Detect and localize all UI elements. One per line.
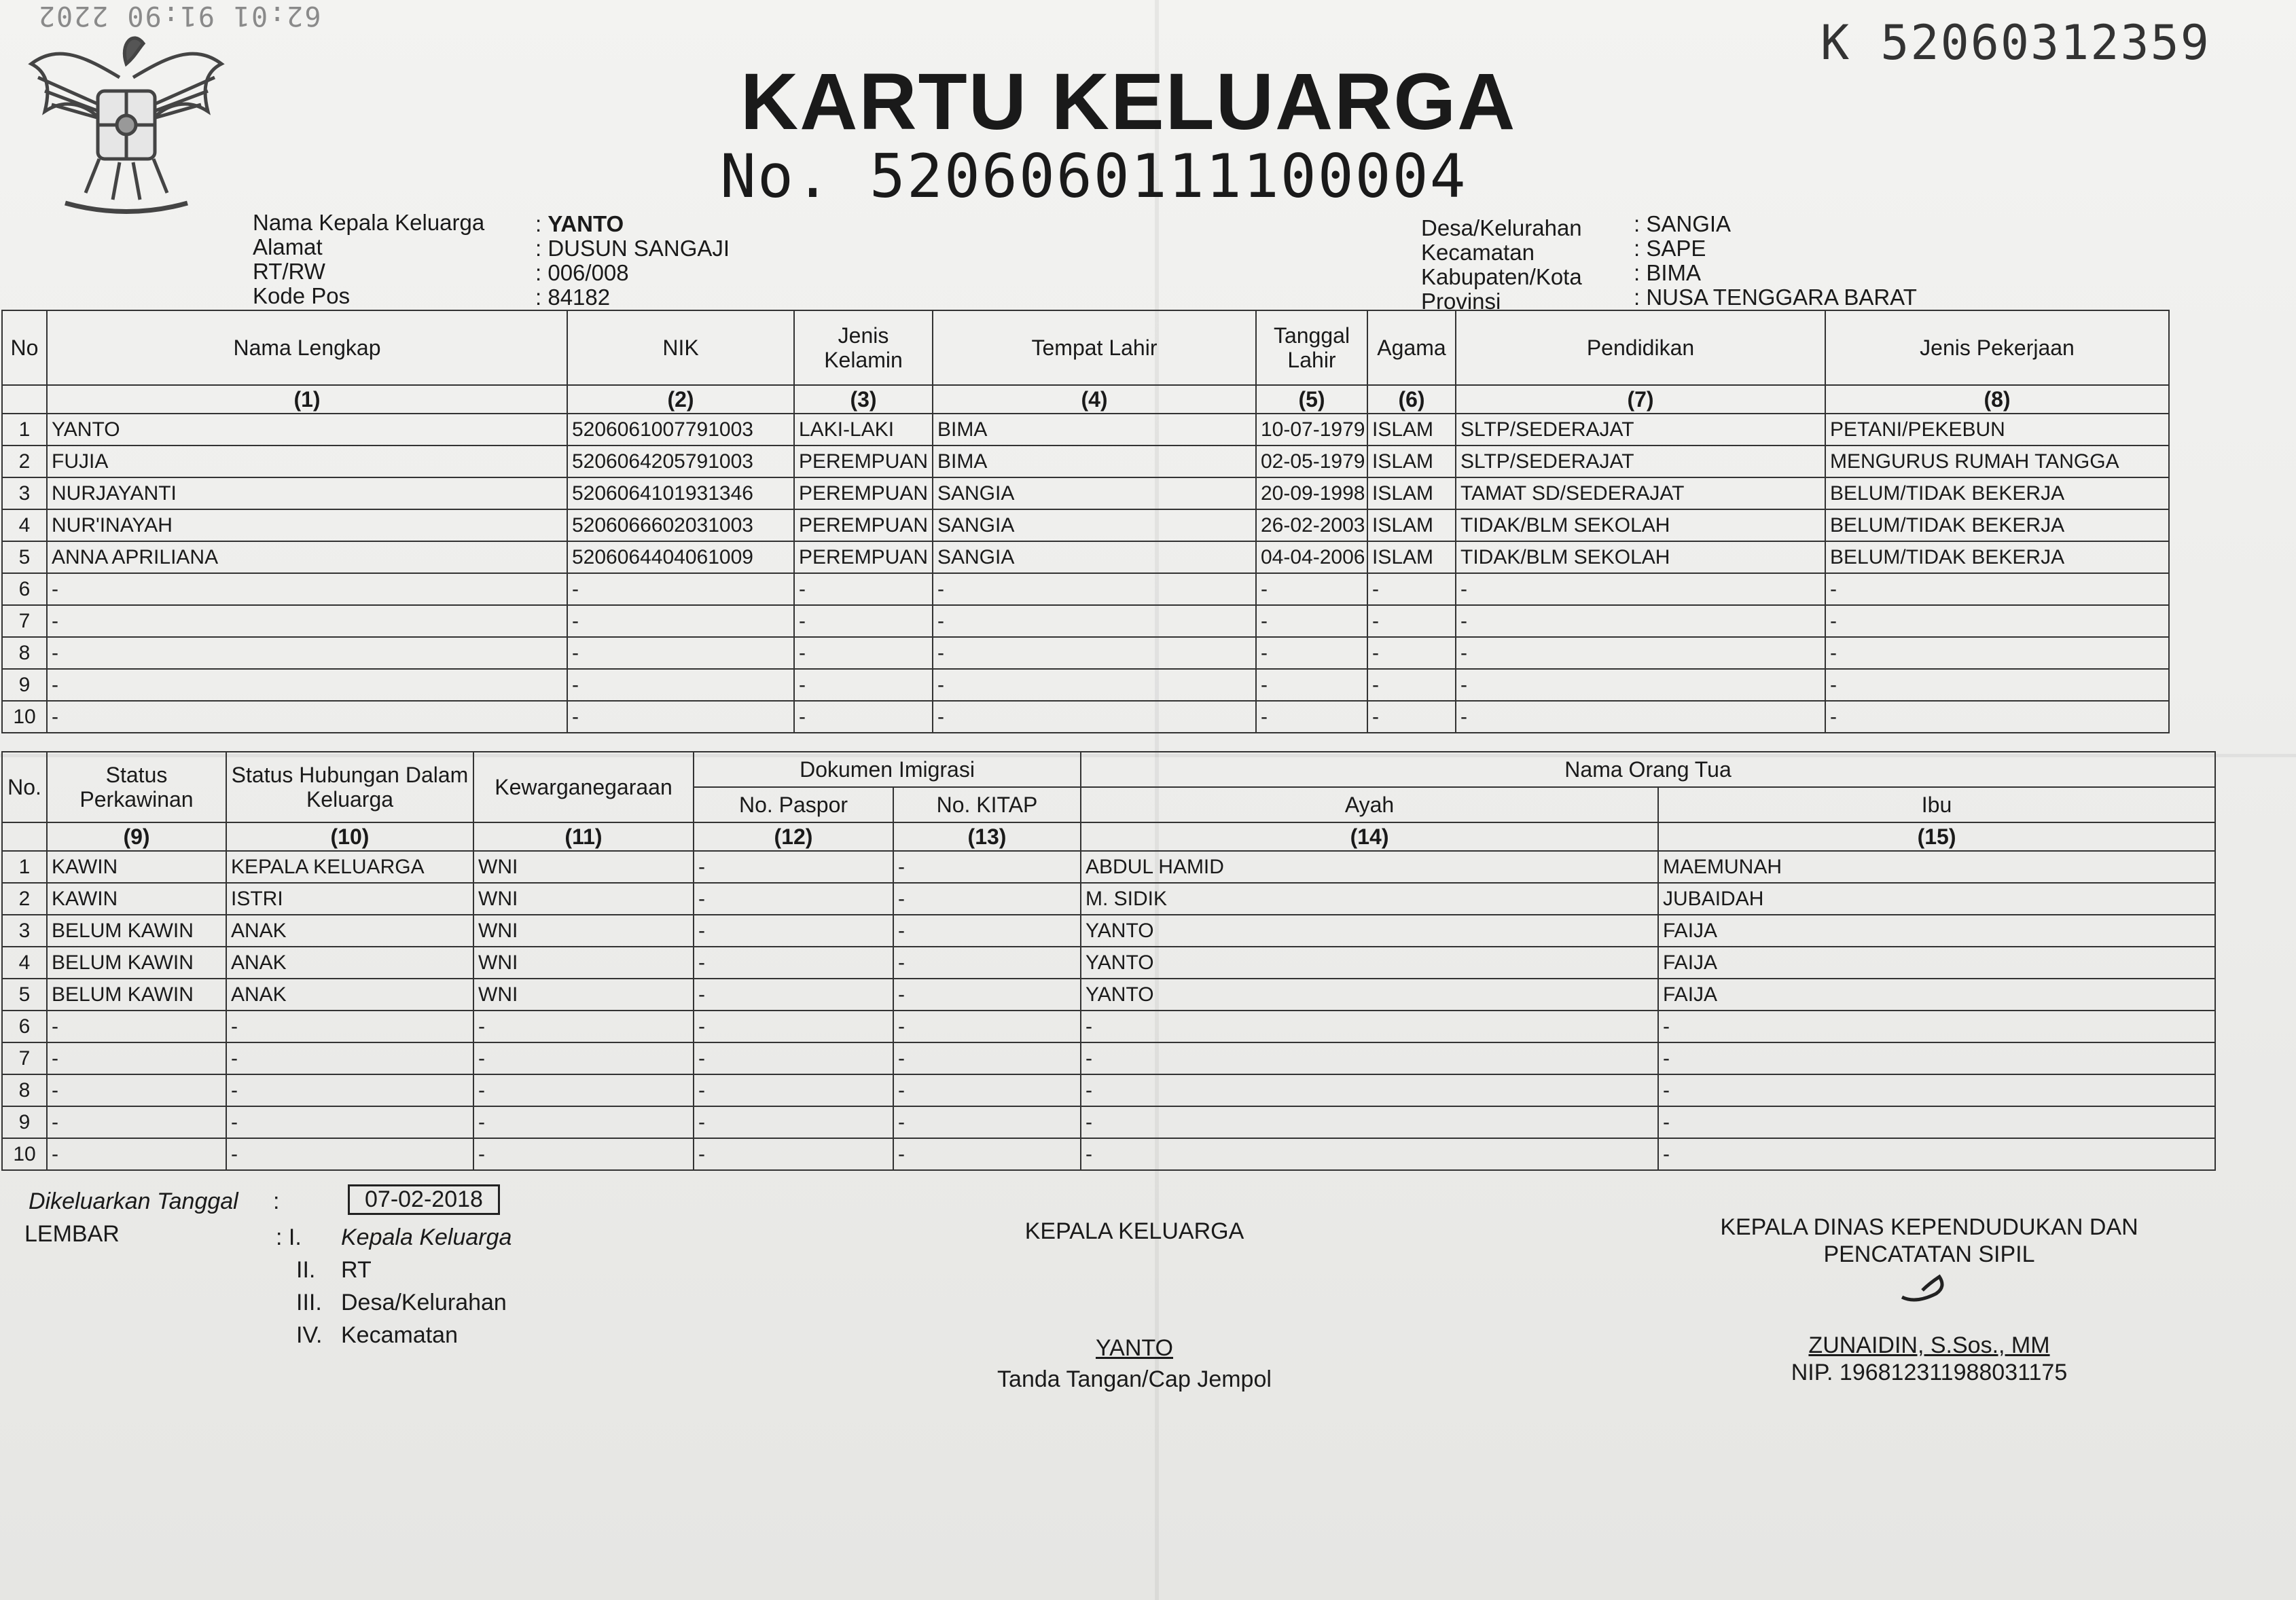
kodepos-value: 84182 [548, 285, 611, 310]
table-cell: - [1456, 573, 1825, 605]
table-cell: - [1256, 637, 1367, 669]
table-row [2, 1074, 2215, 1106]
info-label: Desa/Kelurahan [1421, 215, 1582, 240]
table-cell: - [794, 573, 933, 605]
table-cell: 5 [2, 979, 47, 1011]
table-row [2, 573, 2169, 605]
table-cell: - [47, 605, 567, 637]
table-cell: BELUM/TIDAK BEKERJA [1825, 477, 2169, 509]
dinas-title: KEPALA DINAS KEPENDUDUKAN DAN [1720, 1214, 2138, 1240]
column-header: Agama [1367, 310, 1456, 385]
column-number: (9) [47, 822, 226, 851]
table-cell: - [694, 883, 893, 915]
dinas-title-2: PENCATATAN SIPIL [1823, 1241, 2035, 1267]
column-header: Jenis Kelamin [794, 310, 933, 385]
lembar-num: II. [296, 1257, 316, 1283]
table-cell: - [567, 669, 794, 701]
table-cell: - [567, 637, 794, 669]
column-header: Ayah [1081, 787, 1658, 822]
table-cell: 7 [2, 605, 47, 637]
table-row [2, 915, 2215, 947]
table-cell: - [47, 669, 567, 701]
info-label: RT/RW [253, 259, 325, 284]
table-cell: KAWIN [47, 883, 226, 915]
table-cell: - [933, 637, 1256, 669]
table-cell: - [794, 701, 933, 733]
table-row [2, 446, 2169, 477]
info-right-labels [1421, 216, 1582, 314]
table-cell: 6 [2, 1011, 47, 1042]
column-number: (4) [933, 385, 1256, 414]
table-cell: - [47, 1138, 226, 1170]
table-cell: - [1825, 573, 2169, 605]
garuda-emblem-icon [18, 16, 235, 227]
table-row [2, 477, 2169, 509]
table-row [2, 947, 2215, 979]
top-stamp: 62:01 91:90 2202 [37, 0, 321, 31]
info-label: Provinsi [1421, 289, 1501, 314]
table-cell: - [1081, 1011, 1658, 1042]
table-cell: - [794, 637, 933, 669]
table-header-row [2, 310, 2169, 385]
table-cell: PETANI/PEKEBUN [1825, 414, 2169, 446]
table-cell: - [1256, 701, 1367, 733]
table-cell: 3 [2, 915, 47, 947]
table-cell: 9 [2, 1106, 47, 1138]
table-cell: BELUM KAWIN [47, 979, 226, 1011]
table-cell: - [1081, 1138, 1658, 1170]
column-header: Tanggal Lahir [1256, 310, 1367, 385]
table-cell: - [1081, 1042, 1658, 1074]
table-cell: - [694, 1138, 893, 1170]
table-row [2, 1138, 2215, 1170]
table-cell: - [893, 915, 1081, 947]
table-row [2, 637, 2169, 669]
table-row [2, 1011, 2215, 1042]
table-cell: - [226, 1138, 473, 1170]
info-right-values: : SANGIA : SAPE : BIMA : NUSA TENGGARA BARAT [1634, 211, 1917, 310]
table-cell: BELUM KAWIN [47, 947, 226, 979]
table-cell: 9 [2, 669, 47, 701]
lembar-label: LEMBAR [24, 1221, 120, 1247]
table-row [2, 541, 2169, 573]
table-row [2, 509, 2169, 541]
table-cell: - [893, 1042, 1081, 1074]
table-row [2, 979, 2215, 1011]
column-number: (14) [1081, 822, 1658, 851]
table-cell: - [694, 1074, 893, 1106]
table-cell: 7 [2, 1042, 47, 1074]
info-left-labels [253, 211, 484, 308]
table-cell: FAIJA [1658, 979, 2215, 1011]
table-cell: - [893, 947, 1081, 979]
column-number-row [2, 385, 2169, 414]
table-cell: MAEMUNAH [1658, 851, 2215, 883]
table-cell: NURJAYANTI [47, 477, 567, 509]
table-cell: - [694, 1011, 893, 1042]
table-cell: - [1456, 669, 1825, 701]
table-row [2, 1106, 2215, 1138]
table-cell: ABDUL HAMID [1081, 851, 1658, 883]
table-cell: - [1081, 1106, 1658, 1138]
table-cell: - [794, 669, 933, 701]
info-label: Nama Kepala Keluarga [253, 210, 485, 235]
column-number: (1) [47, 385, 567, 414]
table-cell: MENGURUS RUMAH TANGGA [1825, 446, 2169, 477]
table-row [2, 414, 2169, 446]
info-left-values: : YANTO : DUSUN SANGAJI : 006/008 : 84182 [535, 211, 730, 310]
table-cell: - [1658, 1011, 2215, 1042]
column-header: NIK [567, 310, 794, 385]
issued-colon: : [273, 1188, 280, 1214]
column-number: (8) [1825, 385, 2169, 414]
table-header-row [2, 752, 2215, 787]
info-label: Alamat [253, 234, 323, 259]
table-cell: ANAK [226, 915, 473, 947]
table-cell: - [47, 637, 567, 669]
kabupaten-value: BIMA [1646, 260, 1702, 285]
dinas-name: ZUNAIDIN, S.Sos., MM [1808, 1332, 2050, 1358]
table-cell: ANNA APRILIANA [47, 541, 567, 573]
table-cell: - [694, 947, 893, 979]
table-cell: - [1825, 669, 2169, 701]
lembar-num: IV. [296, 1322, 323, 1348]
column-number: (7) [1456, 385, 1825, 414]
table-cell: - [1456, 637, 1825, 669]
table-cell: - [567, 701, 794, 733]
table-cell: - [47, 1074, 226, 1106]
info-label: Kabupaten/Kota [1421, 264, 1582, 289]
signature-mark [1888, 1256, 1970, 1311]
column-number: (2) [567, 385, 794, 414]
table-cell: - [1256, 669, 1367, 701]
table-cell: 2 [2, 883, 47, 915]
table-cell: - [226, 1042, 473, 1074]
table-cell: WNI [473, 851, 694, 883]
table-cell: BELUM/TIDAK BEKERJA [1825, 541, 2169, 573]
table-cell: 20-09-1998 [1256, 477, 1367, 509]
table-cell: KEPALA KELUARGA [226, 851, 473, 883]
table-cell: - [933, 573, 1256, 605]
table-cell: JUBAIDAH [1658, 883, 2215, 915]
serial-number: K 52060312359 [1820, 15, 2210, 71]
table-cell: - [473, 1138, 694, 1170]
column-number [2, 385, 47, 414]
table-cell: - [47, 1011, 226, 1042]
table-cell: - [694, 1042, 893, 1074]
table-cell: 5206064205791003 [567, 446, 794, 477]
table-cell: YANTO [47, 414, 567, 446]
table-cell: WNI [473, 915, 694, 947]
table-cell: - [694, 851, 893, 883]
lembar-num: I. [288, 1224, 302, 1250]
table-cell: ISLAM [1367, 446, 1456, 477]
document-title: KARTU KELUARGA [740, 57, 1517, 147]
table-cell: PEREMPUAN [794, 541, 933, 573]
table-cell: FAIJA [1658, 915, 2215, 947]
table-cell: WNI [473, 979, 694, 1011]
table-cell: ISLAM [1367, 414, 1456, 446]
column-header: Jenis Pekerjaan [1825, 310, 2169, 385]
lembar-num: III. [296, 1290, 322, 1315]
rtrw-value: 006/008 [548, 260, 629, 285]
column-number: (5) [1256, 385, 1367, 414]
table-cell: - [893, 1011, 1081, 1042]
provinsi-value: NUSA TENGGARA BARAT [1646, 285, 1917, 310]
table-cell: 5206064101931346 [567, 477, 794, 509]
column-number: (15) [1658, 822, 2215, 851]
table-row [2, 883, 2215, 915]
table-cell: - [47, 1106, 226, 1138]
table-cell: - [893, 851, 1081, 883]
table-cell: 04-04-2006 [1256, 541, 1367, 573]
table-cell: - [473, 1106, 694, 1138]
column-number: (13) [893, 822, 1081, 851]
table-cell: SLTP/SEDERAJAT [1456, 446, 1825, 477]
dinas-nip: NIP. 196812311988031175 [1791, 1360, 2068, 1385]
table-cell: - [1456, 701, 1825, 733]
table-cell: ANAK [226, 979, 473, 1011]
table-cell: 10 [2, 701, 47, 733]
table-cell: WNI [473, 947, 694, 979]
table-cell: 6 [2, 573, 47, 605]
table-cell: PEREMPUAN [794, 509, 933, 541]
table-cell: 8 [2, 637, 47, 669]
column-header: Pendidikan [1456, 310, 1825, 385]
table-cell: - [1825, 637, 2169, 669]
table-row [2, 1042, 2215, 1074]
family-members-table [1, 310, 2170, 733]
table-cell: - [893, 883, 1081, 915]
table-cell: WNI [473, 883, 694, 915]
table-cell: - [47, 701, 567, 733]
table-row [2, 669, 2169, 701]
column-header: No. [2, 752, 47, 822]
table-cell: 02-05-1979 [1256, 446, 1367, 477]
alamat-value: DUSUN SANGAJI [548, 236, 730, 261]
table-cell: - [1081, 1074, 1658, 1106]
table-cell: - [1367, 637, 1456, 669]
table-cell: - [1367, 605, 1456, 637]
column-header: Status Hubungan Dalam Keluarga [226, 752, 473, 822]
table-cell: 5206061007791003 [567, 414, 794, 446]
lembar-item: Desa/Kelurahan [341, 1290, 507, 1315]
table-cell: - [1658, 1138, 2215, 1170]
table-cell: 4 [2, 947, 47, 979]
issued-label: Dikeluarkan Tanggal [29, 1188, 238, 1214]
table-cell: - [694, 979, 893, 1011]
table-cell: ANAK [226, 947, 473, 979]
column-number: (10) [226, 822, 473, 851]
table-cell: FUJIA [47, 446, 567, 477]
lembar-item: Kepala Keluarga [341, 1224, 512, 1250]
table-cell: - [226, 1106, 473, 1138]
table-cell: - [1256, 605, 1367, 637]
table-cell: - [226, 1074, 473, 1106]
table-cell: 4 [2, 509, 47, 541]
table-cell: - [1658, 1106, 2215, 1138]
table-cell: BELUM/TIDAK BEKERJA [1825, 509, 2169, 541]
table-cell: - [694, 915, 893, 947]
table-cell: 1 [2, 851, 47, 883]
table-cell: 5206066602031003 [567, 509, 794, 541]
table-cell: - [473, 1011, 694, 1042]
column-header: No [2, 310, 47, 385]
table-cell: - [933, 669, 1256, 701]
table-cell: 5 [2, 541, 47, 573]
table-cell: - [794, 605, 933, 637]
lembar-item: Kecamatan [341, 1322, 458, 1348]
column-number: (3) [794, 385, 933, 414]
table-cell: ISLAM [1367, 541, 1456, 573]
table-cell: - [1825, 701, 2169, 733]
table-cell: - [933, 701, 1256, 733]
info-label: Kecamatan [1421, 240, 1535, 265]
table-row [2, 851, 2215, 883]
table-cell: - [893, 1106, 1081, 1138]
table-cell: ISTRI [226, 883, 473, 915]
table-cell: ISLAM [1367, 509, 1456, 541]
table-cell: - [1658, 1042, 2215, 1074]
table-cell: - [1825, 605, 2169, 637]
column-header: Tempat Lahir [933, 310, 1256, 385]
table-cell: - [893, 1074, 1081, 1106]
table-cell: - [893, 979, 1081, 1011]
column-group-header: Dokumen Imigrasi [694, 752, 1081, 787]
column-number: (11) [473, 822, 694, 851]
table-cell: 2 [2, 446, 47, 477]
table-cell: PEREMPUAN [794, 446, 933, 477]
table-cell: 3 [2, 477, 47, 509]
table-cell: YANTO [1081, 947, 1658, 979]
table-cell: 5206064404061009 [567, 541, 794, 573]
kepala-keluarga-name: YANTO [1096, 1335, 1173, 1361]
table-cell: 8 [2, 1074, 47, 1106]
table-cell: - [1456, 605, 1825, 637]
table-cell: - [473, 1074, 694, 1106]
issued-date: 07-02-2018 [348, 1184, 500, 1215]
table-row [2, 605, 2169, 637]
desa-value: SANGIA [1646, 211, 1732, 236]
table-cell: - [893, 1138, 1081, 1170]
lembar-item: RT [341, 1257, 372, 1283]
table-cell: YANTO [1081, 979, 1658, 1011]
table-cell: - [47, 1042, 226, 1074]
table-cell: - [1367, 573, 1456, 605]
table-cell: NUR'INAYAH [47, 509, 567, 541]
table-cell: BIMA [933, 446, 1256, 477]
column-number: (12) [694, 822, 893, 851]
table-cell: - [694, 1106, 893, 1138]
table-cell: TIDAK/BLM SEKOLAH [1456, 541, 1825, 573]
table-cell: FAIJA [1658, 947, 2215, 979]
table-cell: SANGIA [933, 477, 1256, 509]
column-number: (6) [1367, 385, 1456, 414]
table-cell: - [47, 573, 567, 605]
table-cell: - [1367, 701, 1456, 733]
kepala-keluarga-title: KEPALA KELUARGA [1024, 1218, 1244, 1244]
table-cell: PEREMPUAN [794, 477, 933, 509]
lembar-list: : I. Kepala Keluarga II. RT III. Desa/Kelurahan IV. Kecamatan [276, 1221, 512, 1351]
column-header: Status Perkawinan [47, 752, 226, 822]
table-cell: TAMAT SD/SEDERAJAT [1456, 477, 1825, 509]
column-number [2, 822, 47, 851]
column-header: No. Paspor [694, 787, 893, 822]
column-header: Ibu [1658, 787, 2215, 822]
family-status-table [1, 751, 2216, 1171]
table-row [2, 701, 2169, 733]
table-cell: KAWIN [47, 851, 226, 883]
table-cell: BELUM KAWIN [47, 915, 226, 947]
table-cell: - [933, 605, 1256, 637]
info-label: Kode Pos [253, 283, 351, 308]
table-cell: SANGIA [933, 509, 1256, 541]
table-cell: SLTP/SEDERAJAT [1456, 414, 1825, 446]
table-cell: - [567, 573, 794, 605]
table-cell: 1 [2, 414, 47, 446]
table-cell: LAKI-LAKI [794, 414, 933, 446]
table-cell: - [1658, 1074, 2215, 1106]
signature-caption: Tanda Tangan/Cap Jempol [997, 1366, 1272, 1392]
kecamatan-value: SAPE [1646, 236, 1706, 261]
column-header: No. KITAP [893, 787, 1081, 822]
column-number-row [2, 822, 2215, 851]
table-cell: 10 [2, 1138, 47, 1170]
table-cell: BIMA [933, 414, 1256, 446]
kepala-keluarga-value: YANTO [548, 211, 624, 236]
column-group-header: Nama Orang Tua [1081, 752, 2215, 787]
column-header: Kewarganegaraan [473, 752, 694, 822]
table-cell: - [1367, 669, 1456, 701]
table-cell: 10-07-1979 [1256, 414, 1367, 446]
document-number: No. 5206060111100004 [720, 141, 1467, 211]
table-cell: YANTO [1081, 915, 1658, 947]
table-cell: - [473, 1042, 694, 1074]
table-cell: ISLAM [1367, 477, 1456, 509]
table-cell: TIDAK/BLM SEKOLAH [1456, 509, 1825, 541]
table-cell: 26-02-2003 [1256, 509, 1367, 541]
table-cell: - [1256, 573, 1367, 605]
table-cell: - [226, 1011, 473, 1042]
column-header: Nama Lengkap [47, 310, 567, 385]
table-cell: - [567, 605, 794, 637]
table-cell: M. SIDIK [1081, 883, 1658, 915]
table-cell: SANGIA [933, 541, 1256, 573]
